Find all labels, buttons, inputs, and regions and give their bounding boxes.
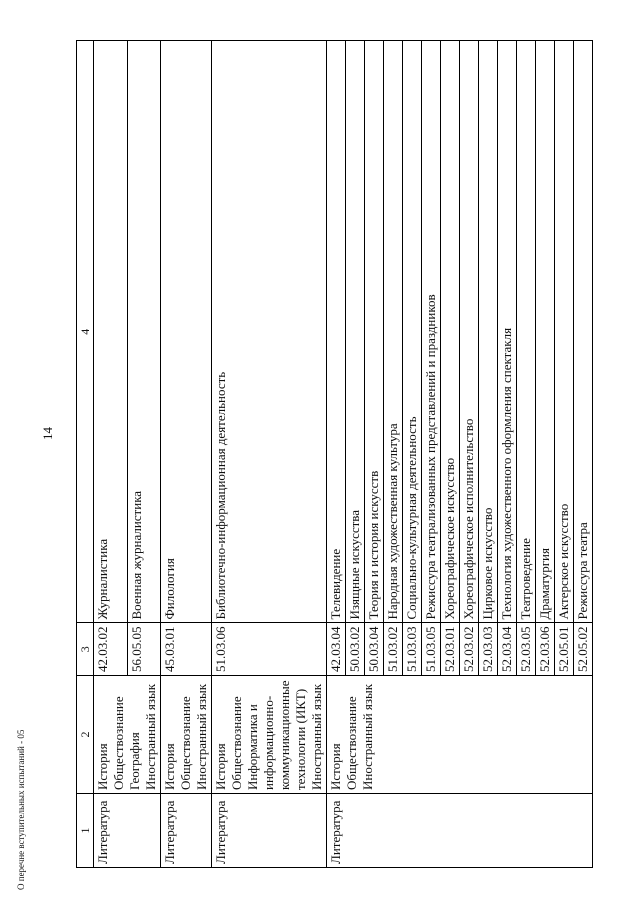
header-cell: 3 xyxy=(77,623,94,676)
exam-item: География xyxy=(127,732,142,790)
exam-item: История xyxy=(213,743,228,790)
exam-item: Обществознание xyxy=(111,696,126,790)
exam-table-body xyxy=(77,41,593,868)
exam-item: Обществознание xyxy=(178,696,193,790)
program-code: 45.03.01 xyxy=(161,623,212,676)
program-name: Актерское искусство xyxy=(555,41,574,624)
exams-cell xyxy=(161,676,212,794)
program-name: Хореографическое искусство xyxy=(441,41,460,624)
program-code: 50.03.02 xyxy=(346,623,365,676)
rotated-page-content xyxy=(76,40,596,868)
program-name: Теория и история искусств xyxy=(365,41,384,624)
program-code: 52.03.01 xyxy=(441,623,460,676)
exam-item: информационно- xyxy=(261,695,276,790)
program-code: 51.03.05 xyxy=(422,623,441,676)
program-code: 52.03.03 xyxy=(479,623,498,676)
exam-item: Иностранный язык xyxy=(194,683,209,790)
program-name: Режиссура театрализованных представлений и праздников xyxy=(422,41,441,624)
program-code: 51.03.02 xyxy=(384,623,403,676)
exam-item: коммуникационные xyxy=(277,680,292,790)
exam-item: технологии (ИКТ) xyxy=(293,688,308,790)
program-code: 52.03.02 xyxy=(460,623,479,676)
subject-cell: Литература xyxy=(94,794,161,868)
table-row xyxy=(94,41,128,868)
exam-item: Иностранный язык xyxy=(143,683,158,790)
exam-item: История xyxy=(95,743,110,790)
program-code: 56.05.05 xyxy=(127,623,161,676)
subject-cell: Литература xyxy=(327,794,593,868)
program-code: 52.03.04 xyxy=(498,623,517,676)
exams-cell xyxy=(327,676,593,794)
table-row xyxy=(327,41,346,868)
exam-table xyxy=(76,40,593,868)
table-row xyxy=(212,41,327,868)
program-name: Изящные искусства xyxy=(346,41,365,624)
program-name: Филология xyxy=(161,41,212,624)
program-code: 52.05.01 xyxy=(555,623,574,676)
program-name: Народная художественная культура xyxy=(384,41,403,624)
exam-item: История xyxy=(162,743,177,790)
program-code: 52.05.02 xyxy=(574,623,593,676)
page-number: 14 xyxy=(40,427,55,440)
exams-cell xyxy=(212,676,327,794)
program-name: Театроведение xyxy=(517,41,536,624)
header-cell: 4 xyxy=(77,41,94,624)
subject-cell: Литература xyxy=(212,794,327,868)
exam-item: Иностранный язык xyxy=(360,683,375,790)
program-name: Режиссура театра xyxy=(574,41,593,624)
program-name: Телевидение xyxy=(327,41,346,624)
table-row xyxy=(161,41,212,868)
program-code: 52.03.05 xyxy=(517,623,536,676)
header-cell: 2 xyxy=(77,676,94,794)
program-name: Цирковое искусство xyxy=(479,41,498,624)
program-code: 42.03.04 xyxy=(327,623,346,676)
footer-note: О перечне вступительных испытаний - 05 xyxy=(16,729,26,890)
program-name: Социально-культурная деятельность xyxy=(403,41,422,624)
program-code: 52.03.06 xyxy=(536,623,555,676)
program-code: 42.03.02 xyxy=(94,623,128,676)
program-code: 50.03.04 xyxy=(365,623,384,676)
program-name: Библиотечно-информационная деятельность xyxy=(212,41,327,624)
program-name: Технология художественного оформления спектакля xyxy=(498,41,517,624)
program-name: Хореографическое исполнительство xyxy=(460,41,479,624)
program-name: Военная журналистика xyxy=(127,41,161,624)
program-code: 51.03.03 xyxy=(403,623,422,676)
program-name: Журналистика xyxy=(94,41,128,624)
header-row xyxy=(77,41,94,868)
exam-item: История xyxy=(328,743,343,790)
exams-cell xyxy=(94,676,161,794)
exam-item: Обществознание xyxy=(229,696,244,790)
exam-item: Обществознание xyxy=(344,696,359,790)
header-cell: 1 xyxy=(77,794,94,868)
exam-item: Информатика и xyxy=(245,704,260,790)
program-name: Драматургия xyxy=(536,41,555,624)
subject-cell: Литература xyxy=(161,794,212,868)
program-code: 51.03.06 xyxy=(212,623,327,676)
exam-item: Иностранный язык xyxy=(309,683,324,790)
